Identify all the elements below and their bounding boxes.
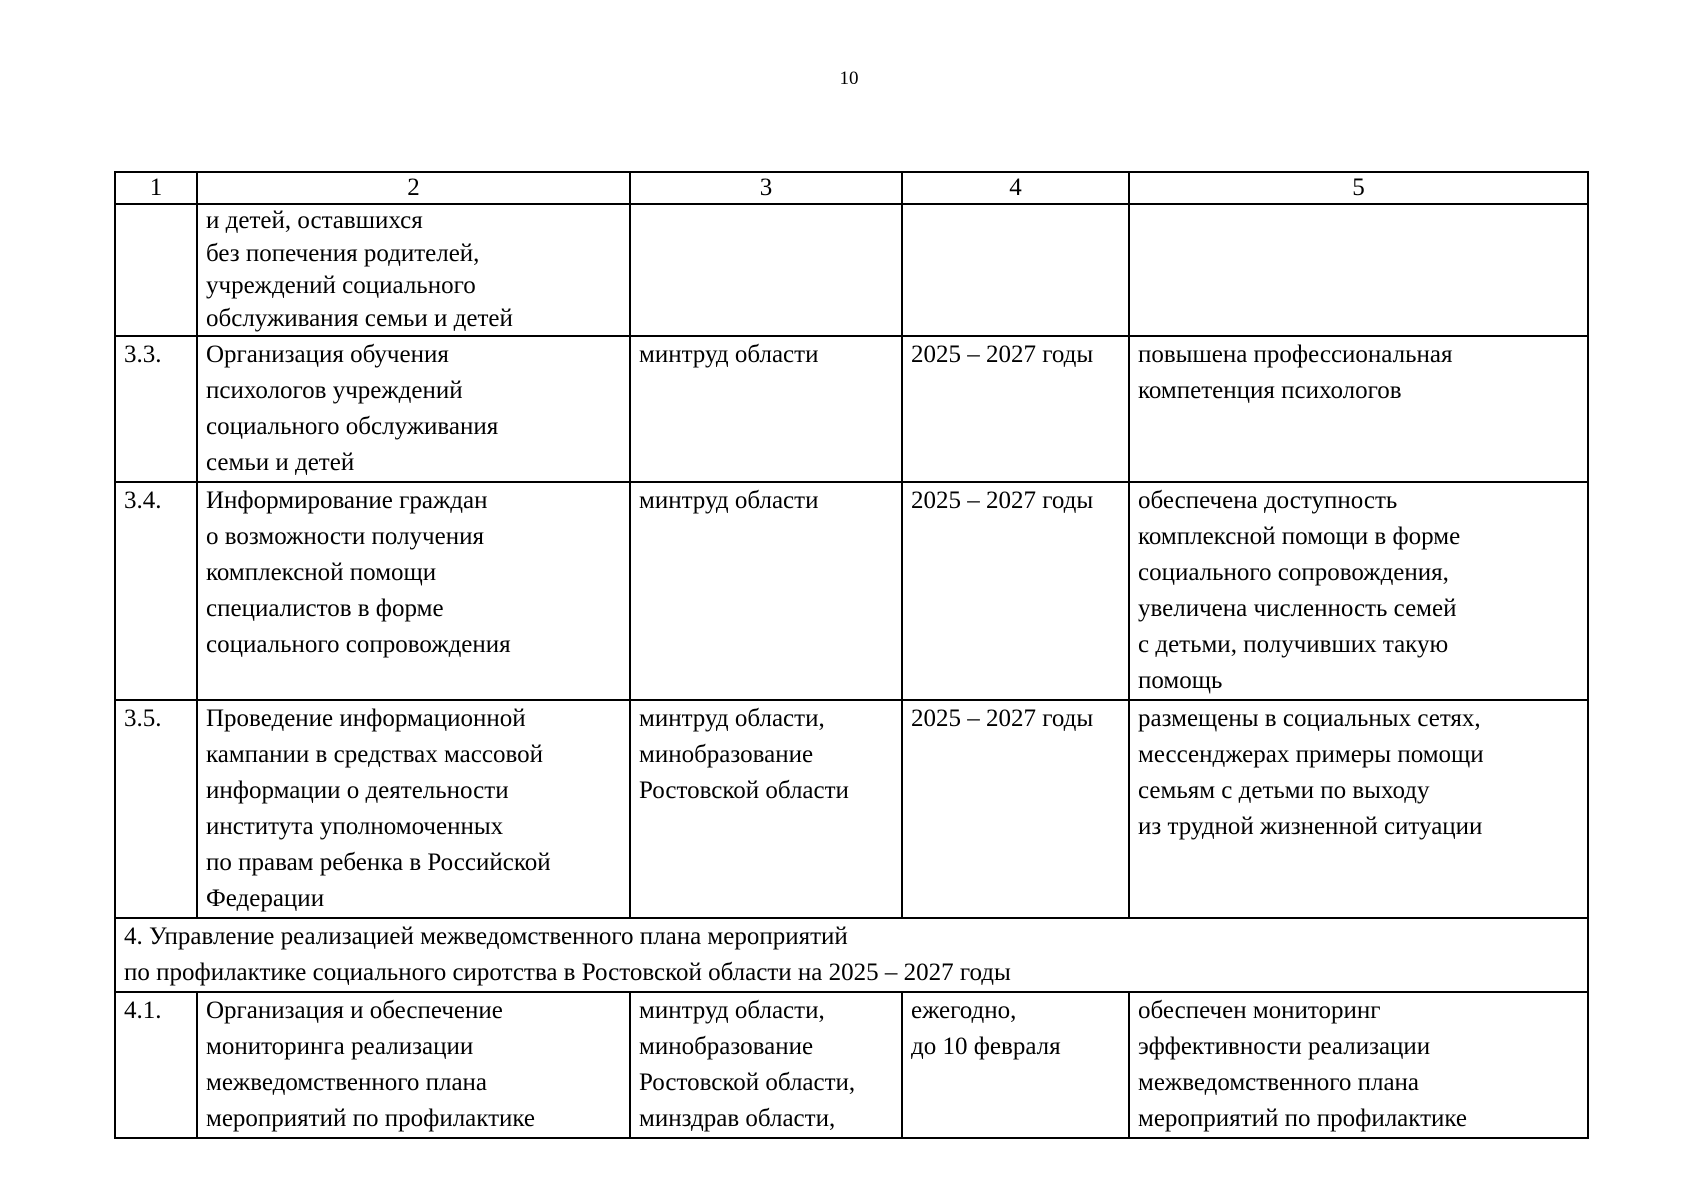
cell-num: 3.4. [115,482,197,700]
activities-table [114,171,1589,1139]
cell-responsible: минтруд области, минобразование Ростовской области, минздрав области, [630,992,902,1138]
cell-period: 2025 – 2027 годы [902,482,1129,700]
cell-num: 3.5. [115,700,197,918]
cell-result: размещены в социальных сетях, мессенджерах примеры помощи семьям с детьми по выходу из трудной жизненной ситуации [1129,700,1588,918]
cell-responsible: минтруд области [630,482,902,700]
table-row-3-5 [115,700,1588,918]
table-row-3-4 [115,482,1588,700]
header-col-4: 4 [902,172,1129,204]
table-row-3-3 [115,336,1588,482]
section-title: 4. Управление реализацией межведомственного плана мероприятий по профилактике социального сиротства в Ростовской области на 2025 – 2027 годы [115,918,1588,992]
cell-period: ежегодно, до 10 февраля [902,992,1129,1138]
cell-result: обеспечен мониторинг эффективности реализации межведомственного плана мероприятий по профилактике [1129,992,1588,1138]
cell-activity: и детей, оставшихся без попечения родителей, учреждений социального обслуживания семьи и детей [197,204,630,336]
header-col-1: 1 [115,172,197,204]
cell-period: 2025 – 2027 годы [902,700,1129,918]
table-row-4-1 [115,992,1588,1138]
cell-activity: Проведение информационной кампании в средствах массовой информации о деятельности института уполномоченных по правам ребенка в Российской Федерации [197,700,630,918]
header-col-3: 3 [630,172,902,204]
cell-responsible [630,204,902,336]
table-row-continuation [115,204,1588,336]
header-col-2: 2 [197,172,630,204]
header-col-5: 5 [1129,172,1588,204]
page-number: 10 [839,68,859,89]
cell-result: обеспечена доступность комплексной помощи в форме социального сопровождения, увеличена численность семей с детьми, получивших такую помощь [1129,482,1588,700]
header-row [115,172,1588,204]
section-row-4 [115,918,1588,992]
cell-period: 2025 – 2027 годы [902,336,1129,482]
cell-activity: Информирование граждан о возможности получения комплексной помощи специалистов в форме социального сопровождения [197,482,630,700]
cell-num [115,204,197,336]
cell-num: 3.3. [115,336,197,482]
cell-result: повышена профессиональная компетенция психологов [1129,336,1588,482]
cell-result [1129,204,1588,336]
cell-activity: Организация обучения психологов учреждений социального обслуживания семьи и детей [197,336,630,482]
cell-activity: Организация и обеспечение мониторинга реализации межведомственного плана мероприятий по профилактике [197,992,630,1138]
cell-period [902,204,1129,336]
cell-num: 4.1. [115,992,197,1138]
cell-responsible: минтруд области [630,336,902,482]
cell-responsible: минтруд области, минобразование Ростовской области [630,700,902,918]
